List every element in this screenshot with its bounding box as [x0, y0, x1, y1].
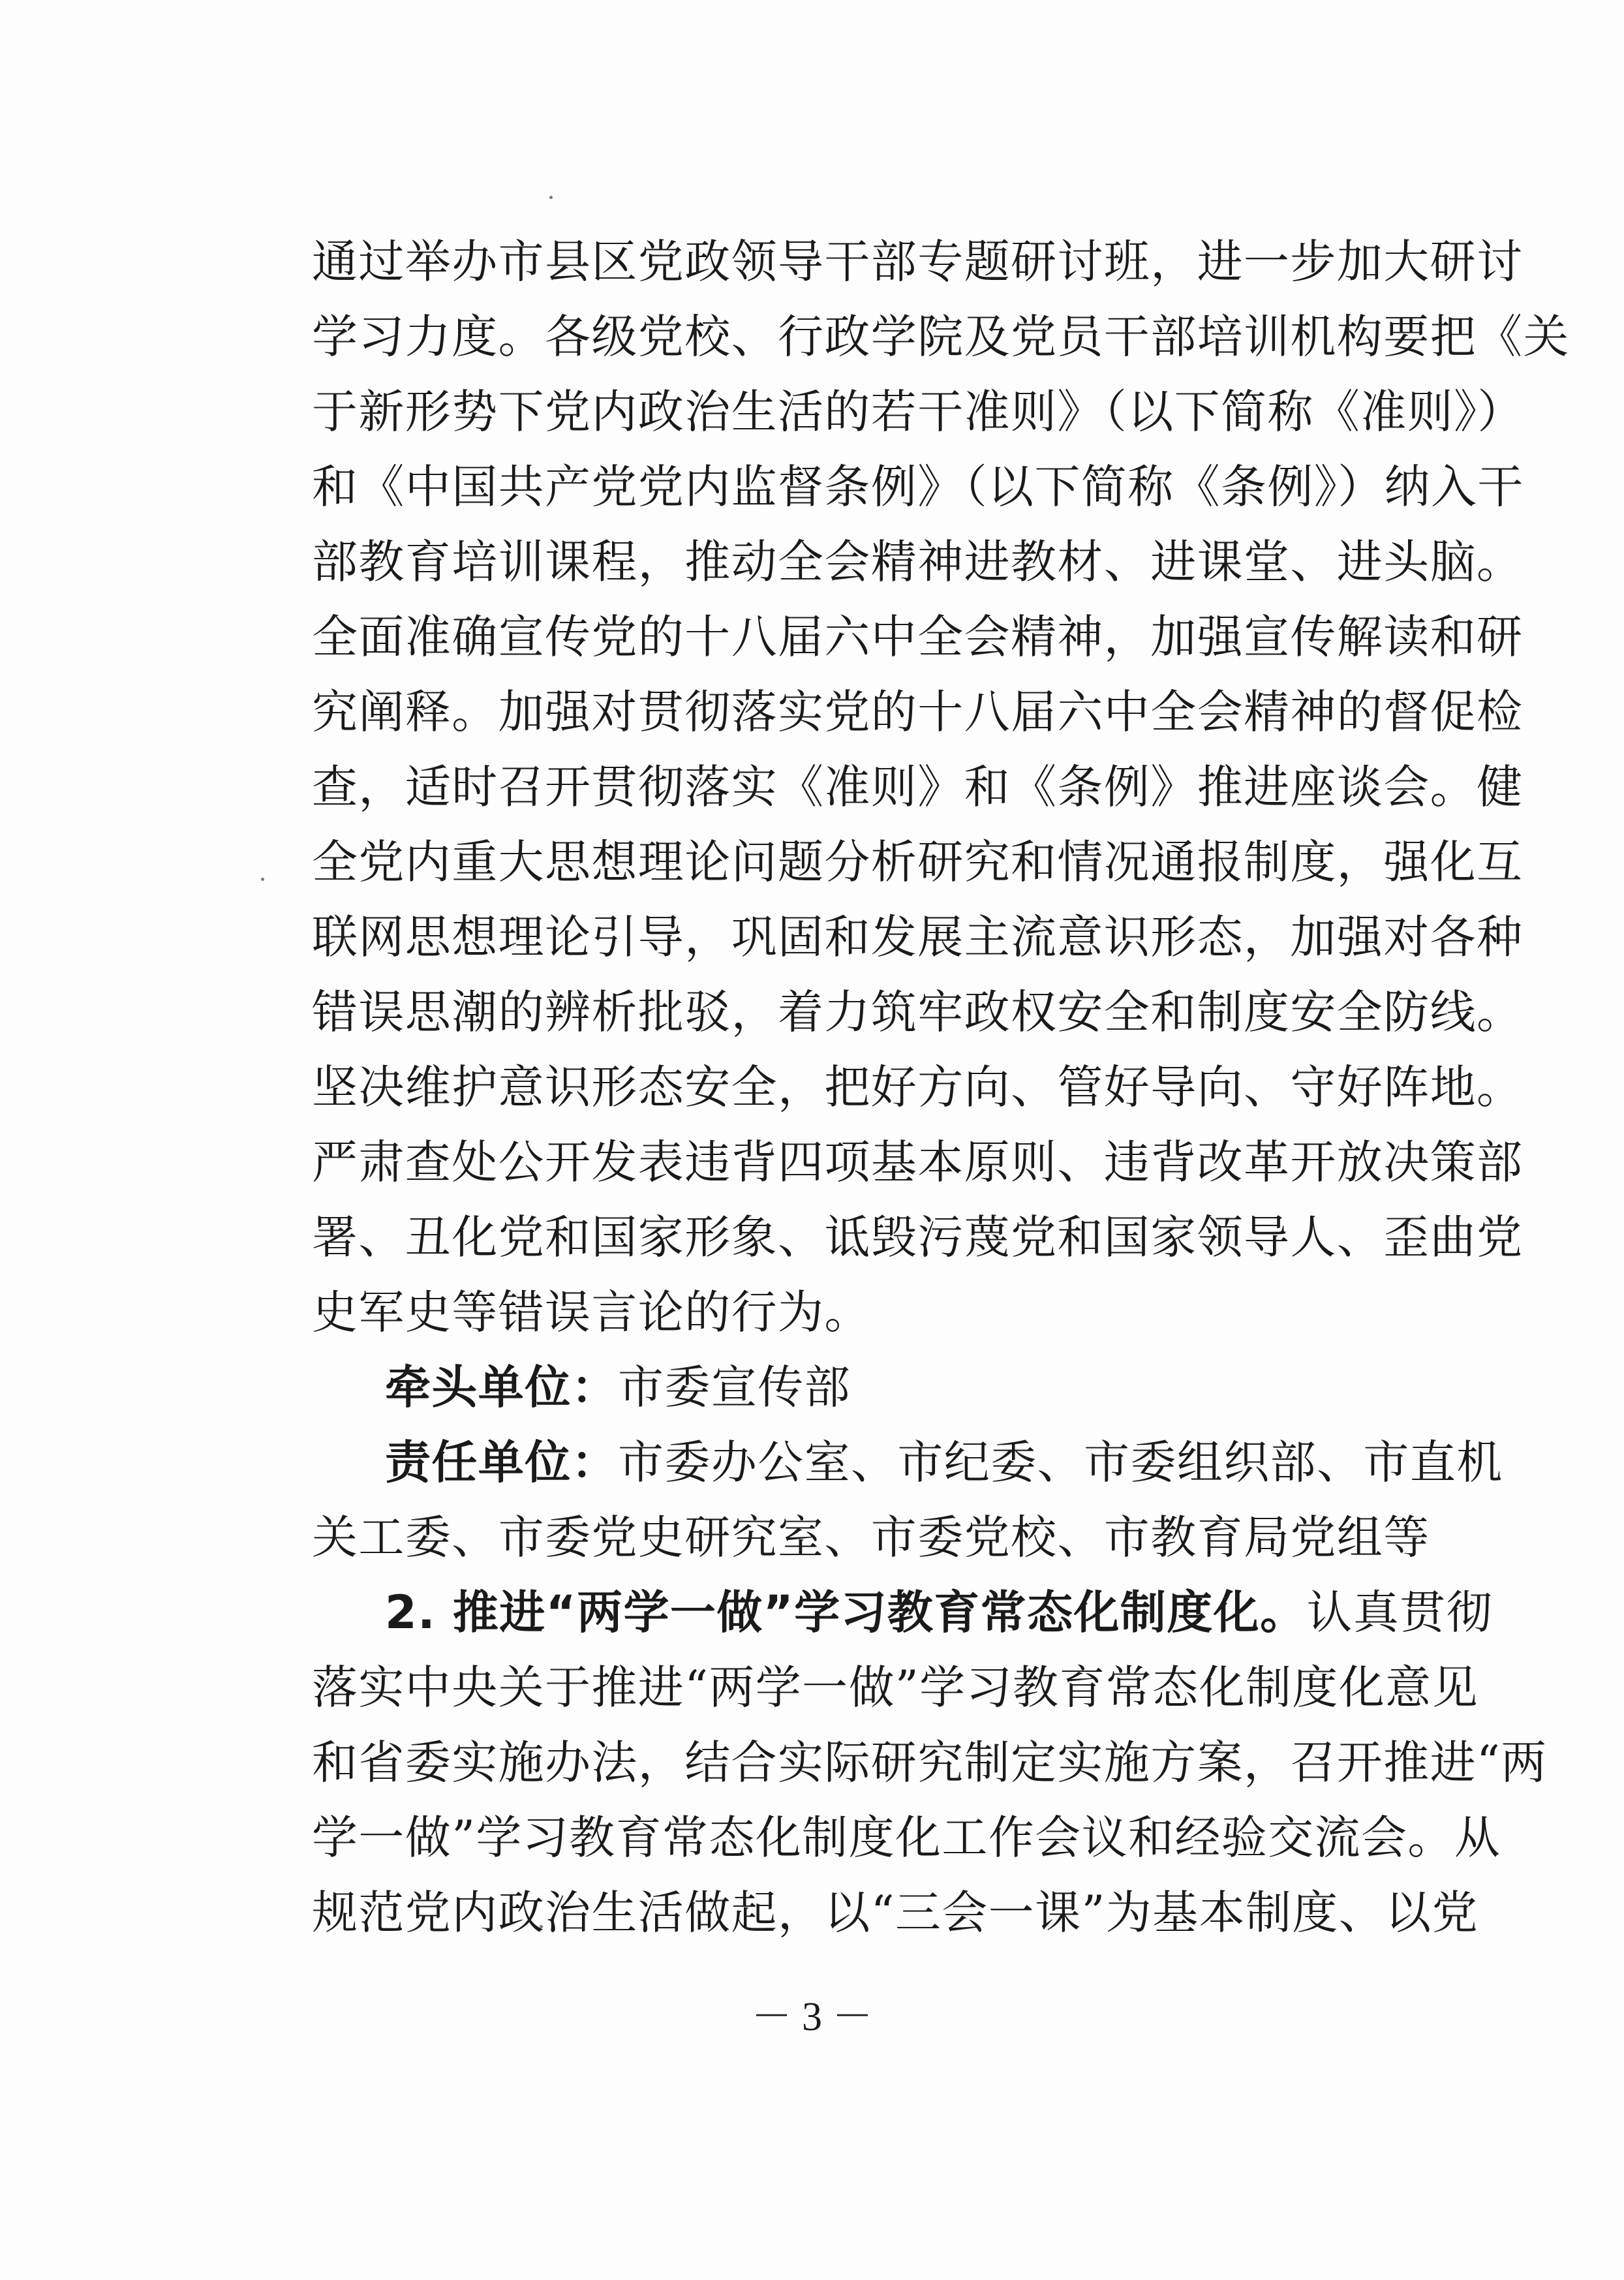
scan-speck	[261, 878, 264, 881]
body-line: 坚决维护意识形态安全，把好方向、管好导向、守好阵地。	[312, 1060, 1524, 1114]
body-line: 和《中国共产党党内监督条例》（以下简称《条例》）纳入干	[312, 460, 1524, 514]
body-line: 错误思潮的辨析批驳，着力筑牢政权安全和制度安全防线。	[312, 985, 1524, 1039]
body-line: 严肃查处公开发表违背四项基本原则、违背改革开放决策部	[312, 1135, 1524, 1189]
body-line: 史军史等错误言论的行为。	[312, 1286, 871, 1339]
page-number: － 3 －	[751, 1995, 873, 2039]
scan-speck	[549, 196, 553, 199]
section-2-heading: 2. 推进“两学一做”学习教育常态化制度化。	[385, 1586, 1307, 1639]
body-text	[312, 224, 1570, 1950]
lead-unit-value: 市委宣传部	[618, 1361, 851, 1414]
lead-unit-line	[312, 1350, 1399, 1425]
section-2-line: 规范党内政治生活做起，以“三会一课”为基本制度、以党	[312, 1886, 1478, 1939]
body-line: 联网思想理论引导，巩固和发展主流意识形态，加强对各种	[312, 910, 1524, 964]
body-line: 全面准确宣传党的十八届六中全会精神，加强宣传解读和研	[312, 610, 1524, 664]
responsible-unit-label: 责任单位：	[385, 1436, 618, 1489]
section-2-line: 学一做”学习教育常态化制度化工作会议和经验交流会。从	[312, 1811, 1501, 1864]
section-2-first-line	[312, 1575, 1494, 1650]
responsible-unit-line	[312, 1425, 1503, 1500]
body-line: 查，适时召开贯彻落实《准则》和《条例》推进座谈会。健	[312, 760, 1524, 814]
body-line: 部教育培训课程，推动全会精神进教材、进课堂、进头脑。	[312, 535, 1524, 589]
responsible-unit-value: 市委办公室、市纪委、市委组织部、市直机	[618, 1436, 1503, 1489]
body-line: 全党内重大思想理论问题分析研究和情况通报制度，强化互	[312, 835, 1524, 889]
section-2-line: 落实中央关于推进“两学一做”学习教育常态化制度化意见	[312, 1661, 1478, 1714]
body-line: 通过举办市县区党政领导干部专题研讨班，进一步加大研讨	[312, 235, 1524, 288]
section-2-line: 和省委实施办法，结合实际研究制定实施方案，召开推进“两	[312, 1736, 1548, 1789]
body-line: 究阐释。加强对贯彻落实党的十八届六中全会精神的督促检	[312, 685, 1524, 739]
body-line: 于新形势下党内政治生活的若干准则》（以下简称《准则》）	[312, 385, 1524, 439]
section-2-text: 认真贯彻	[1306, 1586, 1494, 1639]
lead-unit-label: 牵头单位：	[385, 1361, 618, 1414]
responsible-unit-continuation: 关工委、市委党史研究室、市委党校、市教育局党组等	[312, 1511, 1430, 1564]
body-line: 学习力度。各级党校、行政学院及党员干部培训机构要把《关	[312, 310, 1570, 363]
body-line: 署、丑化党和国家形象、诋毁污蔑党和国家领导人、歪曲党	[312, 1210, 1524, 1264]
